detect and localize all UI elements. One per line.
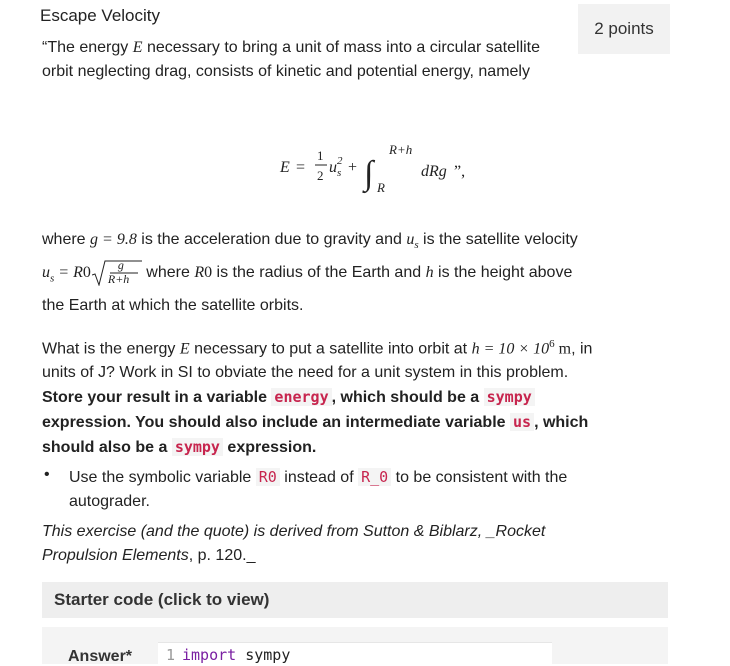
task-paragraph bbox=[42, 332, 682, 460]
us-lhs-sub: s bbox=[50, 272, 55, 285]
starter-code-label: Starter code (click to view) bbox=[54, 590, 270, 609]
source-text-b: Propulsion Elements bbox=[42, 547, 189, 564]
where1-text-b: is the acceleration due to gravity and bbox=[136, 231, 407, 248]
where2-text-b: is the radius of the Earth and bbox=[212, 264, 426, 282]
eq-frac-num: 1 bbox=[317, 148, 324, 163]
sqrt-num: g bbox=[117, 258, 124, 272]
where-line-2 bbox=[42, 260, 682, 290]
eq-u-sub: s bbox=[337, 167, 342, 179]
h-symbol: h bbox=[425, 264, 434, 282]
bold-instructions bbox=[42, 389, 588, 456]
r-factor: = R bbox=[54, 264, 83, 282]
task-var-E: E bbox=[179, 340, 190, 358]
bold-text-e: should also be a bbox=[42, 439, 172, 457]
where1-text-a: where bbox=[42, 231, 91, 248]
bold-text-a: Store your result in a variable bbox=[42, 389, 272, 407]
h-expression: h = 10 × 10 bbox=[471, 340, 550, 358]
line-number: 1 bbox=[166, 646, 176, 664]
code-R_0: R_0 bbox=[358, 468, 391, 486]
r0-sub: 0 bbox=[204, 264, 213, 282]
code-line[interactable] bbox=[182, 646, 290, 664]
bullet-text bbox=[69, 465, 669, 514]
bullet-dot: • bbox=[44, 466, 50, 483]
eq-plus: + bbox=[348, 159, 358, 176]
code-us: us bbox=[510, 413, 534, 431]
import-module: sympy bbox=[236, 646, 291, 664]
intro-var-E: E bbox=[132, 39, 143, 56]
answer-label: Answer* bbox=[68, 648, 133, 665]
where1-text-c: is the satellite velocity bbox=[418, 231, 578, 248]
bold-text-c: expression. You should also include an intermediate variable bbox=[42, 414, 510, 432]
code-sympy-1: sympy bbox=[484, 388, 535, 406]
bullet-text-a: Use the symbolic variable bbox=[69, 469, 256, 486]
question-title: Escape Velocity bbox=[40, 6, 161, 25]
eq-lhs: E bbox=[280, 159, 290, 176]
eq-integrand: dRg bbox=[421, 163, 447, 180]
where2-text-c: is the height above bbox=[433, 264, 573, 282]
source-text-a: This exercise (and the quote) is derived from Sutton & Biblarz, _Rocket bbox=[42, 523, 546, 540]
code-R0: R0 bbox=[256, 468, 280, 486]
task-text-d: units of J? Work in SI to obviate the need for a unit system in this problem. bbox=[42, 364, 569, 382]
eq-close-quote: ”, bbox=[454, 163, 466, 180]
r0-symbol: R bbox=[194, 264, 205, 282]
sqrt-den: R+h bbox=[107, 272, 130, 286]
task-text-c: , in bbox=[571, 340, 593, 358]
eq-lower-limit: R bbox=[377, 180, 385, 195]
bullet-text-d: autograder. bbox=[69, 493, 150, 510]
task-text-a: What is the energy bbox=[42, 340, 180, 358]
g-expression: g = 9.8 bbox=[90, 231, 137, 248]
us-symbol: u bbox=[406, 231, 415, 248]
intro-text-a: “The energy bbox=[42, 39, 133, 56]
starter-code-toggle[interactable] bbox=[42, 582, 668, 618]
task-text-b: necessary to put a satellite into orbit at bbox=[189, 340, 472, 358]
intro-paragraph bbox=[42, 36, 552, 84]
source-text-c: , p. 120._ bbox=[188, 547, 256, 564]
intro-text-b: necessary to bring a unit of mass into a circular satellite orbit neglecting drag, consists of kinetic and potential energy, namely bbox=[42, 39, 541, 80]
us-lhs: u bbox=[42, 264, 50, 282]
eq-upper-limit: R+h bbox=[389, 142, 413, 157]
eq-frac-den: 2 bbox=[317, 168, 324, 183]
bold-text-f: expression. bbox=[222, 439, 317, 457]
code-editor[interactable] bbox=[158, 642, 552, 665]
eq-u: u bbox=[329, 159, 337, 176]
sqrt-expression bbox=[92, 260, 142, 286]
eq-integral: ∫ bbox=[364, 155, 374, 192]
eq-u-sup: 2 bbox=[337, 155, 343, 167]
bold-text-d: , which bbox=[534, 414, 589, 432]
bullet-text-c: to be consistent with the bbox=[391, 469, 568, 486]
where-line-1 bbox=[42, 228, 682, 257]
where2-text-a: where bbox=[141, 264, 195, 282]
bold-text-b: , which should be a bbox=[331, 389, 484, 407]
bullet-text-b: instead of bbox=[279, 469, 359, 486]
code-energy: energy bbox=[271, 388, 331, 406]
us-subscript: s bbox=[414, 239, 419, 252]
h-exponent: 6 bbox=[549, 338, 555, 350]
where-line-3: the Earth at which the satellite orbits. bbox=[42, 297, 304, 314]
energy-equation bbox=[276, 140, 506, 200]
points-badge: 2 points bbox=[578, 4, 670, 54]
code-sympy-2: sympy bbox=[172, 438, 223, 456]
r-zero: 0 bbox=[82, 264, 91, 282]
h-unit: m bbox=[554, 340, 572, 358]
source-note bbox=[42, 520, 662, 568]
import-keyword: import bbox=[182, 646, 237, 664]
eq-equals: = bbox=[296, 159, 306, 176]
